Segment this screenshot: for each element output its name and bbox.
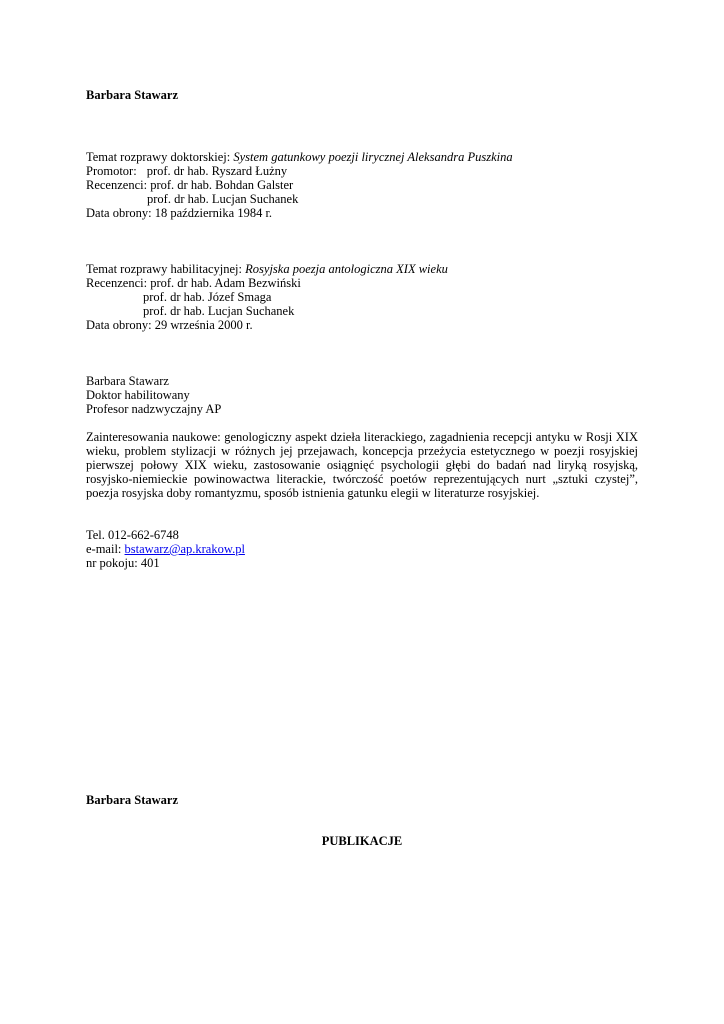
promotor-line [86, 164, 638, 178]
doctoral-topic-line [86, 150, 638, 164]
habilitation-reviewer-2: prof. dr hab. Józef Smaga [143, 290, 272, 304]
habilitation-reviewer-1: prof. dr hab. Adam Bezwiński [150, 276, 301, 290]
doctoral-reviewers-label: Recenzenci: [86, 178, 151, 192]
promotor-name: prof. dr hab. Ryszard Łużny [146, 164, 288, 178]
habilitation-reviewer-3: prof. dr hab. Lucjan Suchanek [143, 304, 295, 318]
habilitation-topic-title: Rosyjska poezja antologiczna XIX wieku [245, 262, 448, 276]
habilitation-reviewers-label: Recenzenci: [86, 276, 151, 290]
email-line [86, 542, 638, 556]
habilitation-topic-line [86, 262, 638, 276]
footer-author-name: Barbara Stawarz [86, 793, 178, 807]
doctoral-defense-date: Data obrony: 18 października 1984 r. [86, 206, 273, 220]
email-label: e-mail: [86, 542, 125, 556]
research-interests: Zainteresowania naukowe: genologiczny aspekt dzieła literackiego, zagadnienia recepcji antyku w Rosji XIX wieku, problem stylizacji w różnych jej przejawach, koncepcja przeżycia estetycznego w poezji rosyjskiej pierwszej połowy XIX wieku, zastosowanie osiągnięć psychologii głębi do badań nad liryką rosyjską, rosyjsko-niemieckie powinowactwa literackie, twórczość poetów reprezentujących nurt „sztuki czystej”, poezja rosyjska doby romantyzmu, sposób istnienia gatunku elegii w literaturze rosyjskiej. [86, 430, 638, 500]
publications-heading: PUBLIKACJE [321, 834, 403, 848]
author-name: Barbara Stawarz [86, 88, 178, 102]
doctoral-reviewers-line [86, 178, 638, 192]
header-name [86, 88, 638, 102]
email-link[interactable]: bstawarz@ap.krakow.pl [124, 542, 245, 556]
profile-name: Barbara Stawarz [86, 374, 169, 388]
profile-section [86, 374, 638, 416]
footer-name [86, 793, 638, 807]
promotor-label: Promotor: [86, 164, 137, 178]
doctoral-topic-label: Temat rozprawy doktorskiej: [86, 150, 234, 164]
doctoral-topic-title: System gatunkowy poezji lirycznej Aleksandra Puszkina [233, 150, 513, 164]
phone: Tel. 012-662-6748 [86, 528, 179, 542]
room-number: nr pokoju: 401 [86, 556, 160, 570]
doctoral-reviewer-2: prof. dr hab. Lucjan Suchanek [147, 192, 299, 206]
habilitation-reviewers-line [86, 276, 638, 290]
habilitation-section [86, 262, 638, 332]
doctoral-reviewer-1: prof. dr hab. Bohdan Galster [150, 178, 294, 192]
contact-section [86, 528, 638, 570]
habilitation-defense-date: Data obrony: 29 września 2000 r. [86, 318, 253, 332]
habilitation-topic-label: Temat rozprawy habilitacyjnej: [86, 262, 246, 276]
doctoral-section [86, 150, 638, 220]
profile-position: Profesor nadzwyczajny AP [86, 402, 222, 416]
profile-degree: Doktor habilitowany [86, 388, 190, 402]
